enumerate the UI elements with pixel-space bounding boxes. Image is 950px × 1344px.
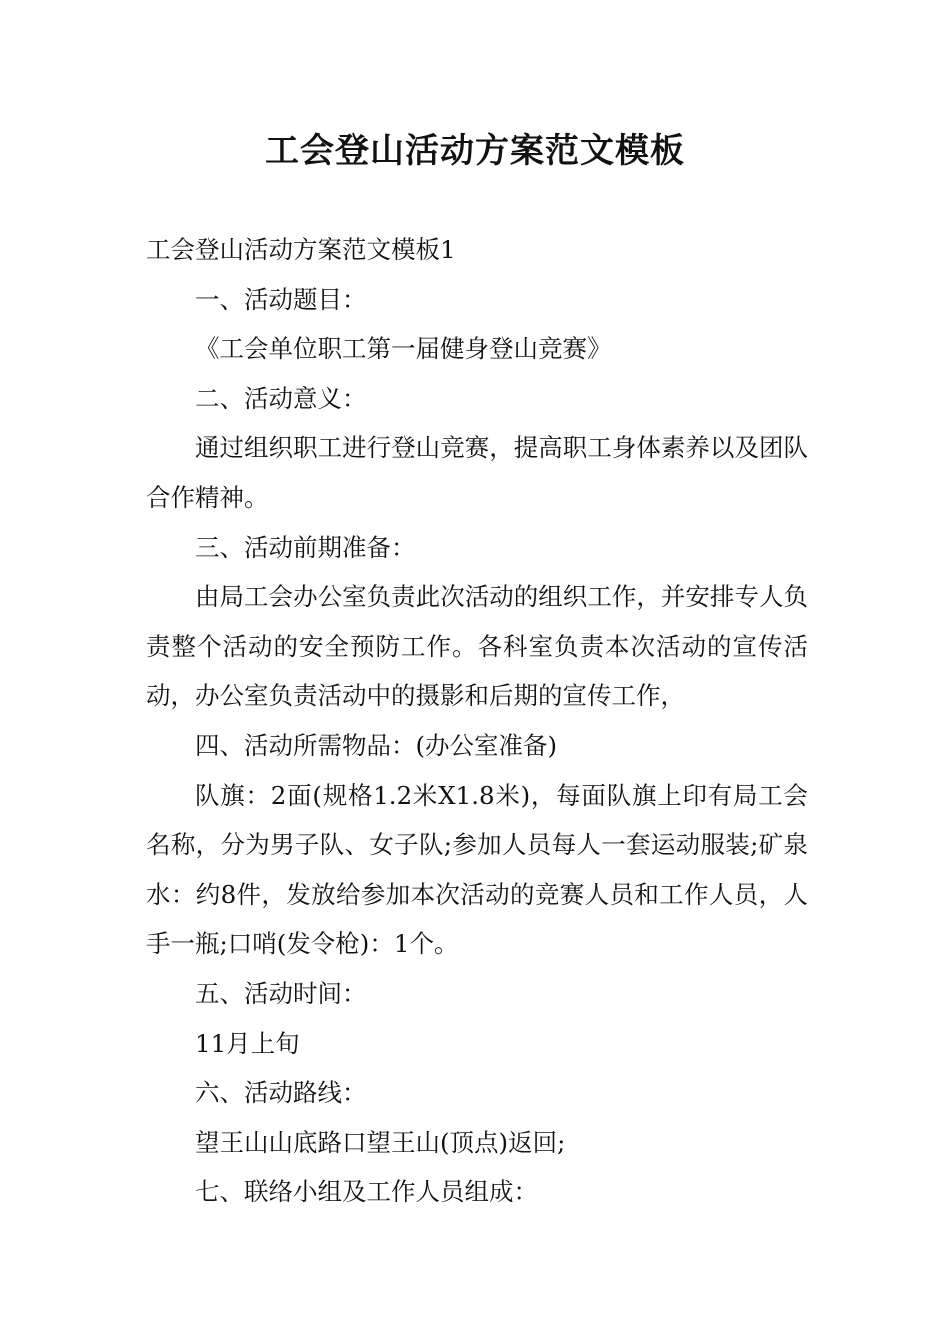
paragraph-supplies: 队旗：2面(规格1.2米X1.8米)，每面队旗上印有局工会名称，分为男子队、女子队;参加人员每人一套运动服装;矿泉水：约8件，发放给参加本次活动的竞赛人员和工作人员，人手一瓶;口哨(发令枪)：1个。 bbox=[146, 780, 808, 959]
document-body bbox=[146, 225, 808, 1217]
document-title: 工会登山活动方案范文模板 bbox=[265, 131, 685, 171]
section-heading-significance: 二、活动意义： bbox=[195, 383, 367, 413]
paragraph-route: 望王山山底路口望王山(顶点)返回; bbox=[195, 1127, 566, 1157]
paragraph-time: 11月上旬 bbox=[195, 1028, 300, 1058]
section-heading-time: 五、活动时间： bbox=[195, 978, 367, 1008]
paragraph-significance: 通过组织职工进行登山竞赛，提高职工身体素养以及团队合作精神。 bbox=[146, 433, 808, 512]
section-heading-preparation: 三、活动前期准备： bbox=[195, 532, 416, 562]
section-heading-supplies: 四、活动所需物品：(办公室准备) bbox=[195, 730, 558, 760]
section-heading-team: 七、联络小组及工作人员组成： bbox=[195, 1177, 538, 1207]
section-heading-route: 六、活动路线： bbox=[195, 1078, 367, 1108]
subtitle-paragraph: 工会登山活动方案范文模板1 bbox=[146, 235, 456, 264]
paragraph-preparation: 由局工会办公室负责此次活动的组织工作，并安排专人负责整个活动的安全预防工作。各科室负责本次活动的宣传活动，办公室负责活动中的摄影和后期的宣传工作， bbox=[146, 582, 808, 711]
paragraph-topic: 《工会单位职工第一届健身登山竞赛》 bbox=[195, 334, 612, 364]
section-heading-topic: 一、活动题目： bbox=[195, 284, 367, 314]
